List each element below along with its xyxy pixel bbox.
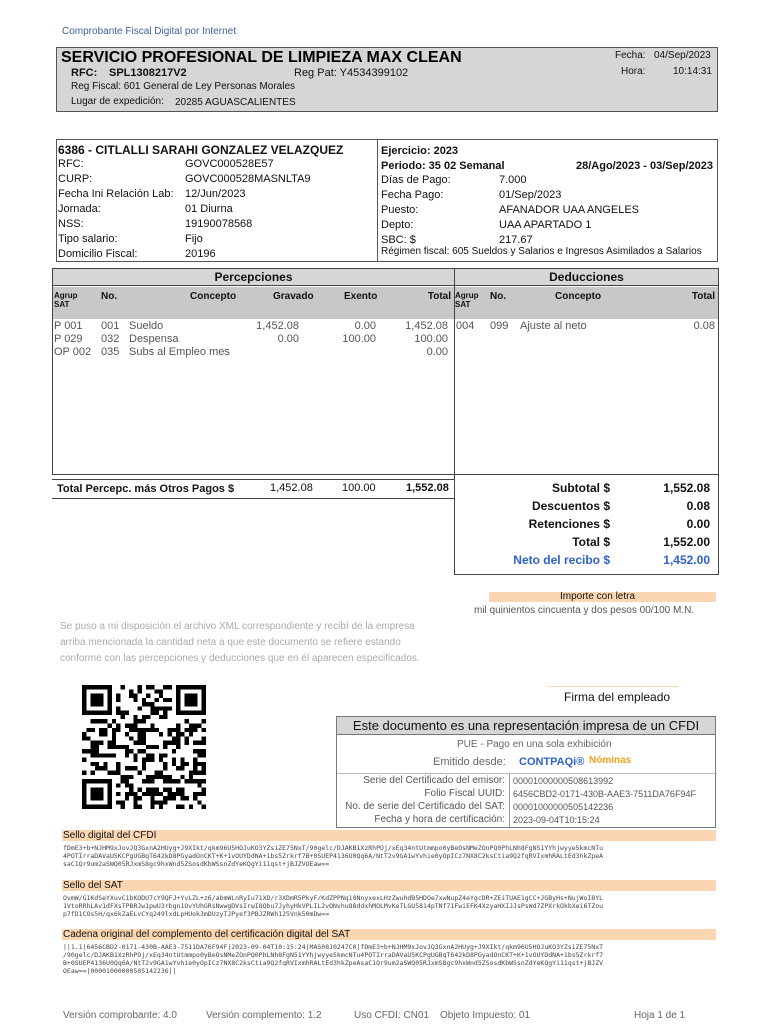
perc-exento: 0.00 [354, 320, 376, 332]
employee-field-value: GOVC000528MASNLTA9 [185, 173, 311, 185]
employee-field-value: AFANADOR UAA ANGELES [499, 204, 639, 216]
disclaimer-line: conforme con las percepciones y deducciones que en él aparecen especificados. [60, 653, 420, 664]
importe-letra: mil quinientos cincuenta y dos pesos 00/100 M.N. [474, 605, 695, 616]
hdr-concepto: Concepto [190, 291, 237, 302]
hdr-no-ded: No. [490, 291, 507, 302]
employee-field-value: 01/Sep/2023 [499, 189, 562, 201]
hdr-total: Total [427, 291, 451, 302]
cfdi-row-label: Fecha y hora de certificación: [374, 814, 505, 825]
version-comprobante: Versión comprobante: 4.0 [63, 1010, 177, 1021]
descuentos-label: Descuentos $ [531, 499, 610, 513]
cfdi-row-label: Serie del Certificado del emisor: [363, 775, 505, 786]
employee-field-value: 20196 [185, 248, 216, 260]
perc-gravado: 1,452.08 [256, 320, 299, 332]
issuer-rfc-label: RFC: [71, 67, 98, 79]
sello-title: Sello del SAT [62, 880, 716, 891]
cfdi-divider [509, 773, 510, 827]
cfdi-row-value: 6456CBD2-0171-430B-AAE3-7511DA76F94F [513, 789, 696, 799]
employee-field-value: 01 Diurna [185, 203, 233, 215]
cfdi-row-value: 00001000000505142236 [513, 802, 614, 812]
total-value: 1,552.00 [663, 535, 710, 549]
sello-line: 4POTIrraDAVaU5KCPgUGBqT642kD8PGyadOnCKT+K+1vOUYDdNA+1bs5Zrkrf7B+0SUEP4136U0Qq6A/NtT2v9GA1wYvhie0yOpICz7NX8C2ksCtia9Q2fqRVIxmhRALtEd3hkZpeA [63, 852, 604, 860]
disclaimer-line: arriba mencionada la cantidad neta a que este documento se refiere estando [60, 637, 401, 648]
sello-line: 1VtoRRhLAv1dFXsTPBRJw1pwU3rbgn1OvYUhGRsNwwgDVsIrwI8Qbu7JyhyHkVPLIL2vONvhu88ddxhMOLMvKeTLGU5814pTNf71FwiEFK4XzyaHXIJJsPsWd7ZPXrkOkbXei6TZou [63, 902, 604, 910]
regimen-fiscal: Régimen fiscal: 605 Sueldos y Salarios e Ingresos Asimilados a Salarios [381, 246, 702, 257]
lugar-label: Lugar de expedición: [71, 96, 164, 107]
descuentos-value: 0.08 [686, 499, 710, 513]
ded-no: 099 [490, 320, 509, 332]
employee-field-label: Jornada: [58, 203, 101, 215]
retenciones-label: Retenciones $ [528, 517, 610, 531]
sello-title: Cadena original del complemento del certificación digital del SAT [62, 929, 716, 940]
qr-code-icon [82, 685, 206, 809]
nominas-logo: Nóminas [589, 755, 632, 766]
sello-line: OvmW/G1KdSeYXuvC1bKODU7cY9QFJ+YvLZL+z6/abmWLnRyIu71XD/r3XDmR5PkyF/KdZPPNq10NnyxexLHzZwuhdB5HDOe7xwNupZ4eYgcDR+ZEiTUAE1gCC+JGByHs+NujWoI8YL [63, 894, 604, 902]
perc-exento: 100.00 [342, 333, 376, 345]
employee-divider [377, 140, 378, 262]
perc-agrup: OP 002 [54, 346, 92, 358]
employee-field-label: Fecha Pago: [381, 189, 444, 201]
total-gravado: 1,452.08 [270, 482, 313, 494]
employee-field-value: 217.67 [499, 234, 533, 246]
reg-pat: Reg Pat: Y4534399102 [294, 67, 409, 79]
cfdi-rule [337, 773, 717, 774]
sello-line: fDmE3+b+NJHM9xJovJQ3GxnA2HUyg+J9XIkt/qkm96U5HOJuKO3YZsiZE75NxT/90gelc/DJAKB1XzRhPOj/xEq34ntUtmmpo0yBeOsNMeZOnPQ0PhLNh8FgN51YYhjwyye5kmcNTu [63, 844, 604, 852]
total-percepc-label: Total Percepc. más Otros Pagos $ [57, 483, 235, 495]
version-complemento: Versión complemento: 1.2 [206, 1010, 322, 1021]
hdr-no: No. [101, 291, 118, 302]
hora-label: Hora: [621, 66, 646, 77]
sello-line: saC1Qr9um2aSWQ05RJxmS8gc9hxWnd5ZSosdKbWSsnZdYeKQgYi11qst+jBJZVOEaw== [63, 860, 330, 868]
hdr-gravado: Gravado [273, 291, 314, 302]
subtotal-value: 1,552.08 [663, 481, 710, 495]
total-exento: 100.00 [342, 482, 376, 494]
deducciones-header [455, 287, 718, 319]
employee-field-value: 12/Jun/2023 [185, 188, 246, 200]
employee-field-value: 19190078568 [185, 218, 253, 230]
cfdi-title: Este documento es una representación impresa de un CFDI [337, 717, 715, 735]
percepciones-total-row [52, 479, 454, 499]
employee-field-label: Domicilio Fiscal: [58, 248, 138, 260]
document-caption: Comprobante Fiscal Digital por Internet [62, 26, 236, 37]
percepciones-title: Percepciones [53, 269, 454, 286]
employee-field-label: NSS: [58, 218, 84, 230]
perc-no: 032 [101, 333, 120, 345]
hdr-exento: Exento [344, 291, 378, 302]
sello-line: p7fD1COs5H/qx6kZaELvCYq249lxdLpHUok3mDUzyTJPyef3PBJZRWh125Vnk50mDw== [63, 910, 330, 918]
cfdi-box [336, 716, 716, 828]
neto-label: Neto del recibo $ [513, 553, 610, 567]
firma-label: Firma del empleado [564, 690, 671, 704]
lugar-expedicion: 20285 AGUASCALIENTES [175, 97, 296, 108]
ded-agrup: 004 [456, 320, 475, 332]
employee-field-label: Fecha Ini Relación Lab: [58, 188, 174, 200]
employee-info [56, 139, 718, 262]
payroll-table [52, 268, 719, 475]
perc-concepto: Subs al Empleo mes [129, 346, 230, 358]
total-total: 1,552.08 [406, 482, 449, 494]
employee-field-label: RFC: [58, 158, 84, 170]
employee-field-label: Tipo salario: [58, 233, 118, 245]
cfdi-row-label: No. de serie del Certificado del SAT: [345, 801, 505, 812]
sello-line: /90gelc/DJAKB1XzRhPOj/xEq34ntUtmmpo0yBeOsNMeZOnPQ0PhLNh8FgN51YYhjwyye5kmcNTu4POTIrraDAVaU5KCPgUGBqT642kD8PGyadOnCKT+K+1vOUYDdNA+1bs5Zrkrf7 [63, 951, 604, 959]
objeto-impuesto: Objeto Impuesto: 01 [440, 1010, 531, 1021]
hdr-agrup: Agrup SAT [54, 291, 78, 309]
ejercicio: Ejercicio: 2023 [381, 145, 459, 157]
employee-name: 6386 - CITLALLI SARAHI GONZALEZ VELAZQUEZ [58, 143, 344, 157]
ded-concepto: Ajuste al neto [520, 320, 587, 332]
perc-agrup: P 029 [54, 333, 83, 345]
employee-field-label: Días de Pago: [381, 174, 451, 186]
page-number: Hoja 1 de 1 [634, 1010, 686, 1021]
employee-field-value: 7.000 [499, 174, 527, 186]
sello-title: Sello digital del CFDI [62, 830, 716, 841]
employee-field-value: GOVC000528E57 [185, 158, 274, 170]
employee-field-value: Fijo [185, 233, 203, 245]
uso-cfdi: Uso CFDI: CN01 [354, 1010, 430, 1021]
sello-line: B+0SUEP4136U0Qq6A/NtT2v9GA1wYvhie0yOpICz7NX8C2ksCtia9Q2fqRVIxmhRALtEd3hkZpeAsaC1Qr9um2aSWQ05RJxmS8gc9hxWnd5ZSosdKbWSsnZdYeKQgYi11qst+jBJZV [63, 959, 604, 967]
cfdi-row-label: Folio Fiscal UUID: [424, 788, 505, 799]
hdr-concepto-ded: Concepto [555, 291, 602, 302]
employee-field-label: Depto: [381, 219, 414, 231]
periodo-range: 28/Ago/2023 - 03/Sep/2023 [576, 160, 713, 172]
hdr-agrup-ded: Agrup SAT [455, 291, 479, 309]
perc-agrup: P 001 [54, 320, 83, 332]
firma-line [548, 686, 678, 687]
neto-value: 1,452.00 [663, 553, 710, 567]
fecha-value: 04/Sep/2023 [654, 50, 711, 61]
perc-total: 0.00 [426, 346, 448, 358]
employee-field-label: SBC: $ [381, 234, 416, 246]
metodo-pago: PUE - Pago en una sola exhibición [457, 739, 612, 750]
importe-label: Importe con letra [560, 591, 636, 602]
contpaqi-logo: CONTPAQi® [519, 756, 585, 768]
issuer-rfc: SPL1308217V2 [109, 67, 187, 79]
sello-line: ||1.1|6456CBD2-0171-430B-AAE3-7511DA76F94F|2023-09-04T10:15:24|MAS0810247C0|fDmE3+b+NJHM9xJovJQ3GxnA2HUyg+J9XIkt/qkm96U5HOJuKO3YZsiZE75NxT [63, 943, 604, 951]
retenciones-value: 0.00 [686, 517, 710, 531]
percepciones-header [53, 287, 454, 319]
perc-no: 035 [101, 346, 120, 358]
employee-field-label: Puesto: [381, 204, 419, 216]
perc-no: 001 [101, 320, 120, 332]
perc-concepto: Despensa [129, 333, 179, 345]
emitido-label: Emitido desde: [433, 756, 506, 768]
perc-gravado: 0.00 [277, 333, 299, 345]
deducciones-title: Deducciones [455, 269, 718, 286]
perc-total: 100.00 [414, 333, 448, 345]
employee-field-label: CURP: [58, 173, 93, 185]
fecha-label: Fecha: [615, 50, 646, 61]
ded-total: 0.08 [693, 320, 715, 332]
issuer-header [56, 47, 718, 112]
employee-field-value: UAA APARTADO 1 [499, 219, 592, 231]
periodo: Periodo: 35 02 Semanal [381, 160, 505, 172]
cfdi-row-value: 2023-09-04T10:15:24 [513, 815, 600, 825]
company-name: SERVICIO PROFESIONAL DE LIMPIEZA MAX CLEAN [61, 49, 462, 66]
total-label: Total $ [572, 535, 610, 549]
cfdi-row-value: 00001000000508613992 [513, 776, 614, 786]
disclaimer-line: Se puso a mi disposición el archivo XML correspondiente y recibí de la empresa [60, 621, 415, 632]
perc-concepto: Sueldo [129, 320, 164, 332]
hdr-total-ded: Total [691, 291, 715, 302]
perc-total: 1,452.08 [405, 320, 448, 332]
subtotal-label: Subtotal $ [551, 481, 610, 495]
sello-line: OEaw==|00001000000505142236|| [63, 967, 177, 975]
hora-value: 10:14:31 [673, 66, 712, 77]
reg-fiscal: Reg Fiscal: 601 General de Ley Personas Morales [71, 81, 296, 92]
summary-box [454, 475, 719, 575]
